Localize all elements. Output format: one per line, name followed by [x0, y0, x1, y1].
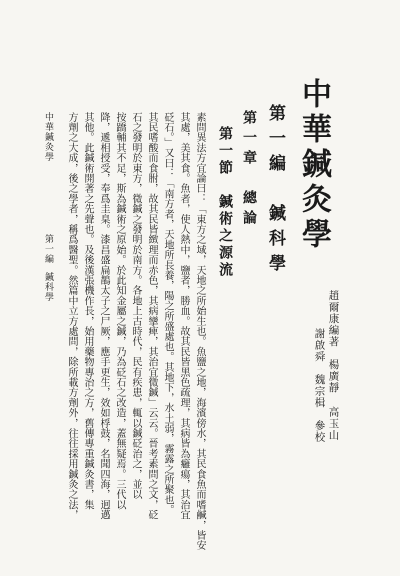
footer-book-title: 中華鍼灸學	[43, 112, 53, 162]
body-column: 素問異法方宜論曰：「東方之域，天地之所始生也。魚鹽之地，海濱傍水，其民食魚而嗜鹹，皆安	[194, 112, 205, 551]
footer-subject: 鍼科學	[43, 272, 53, 302]
section-heading: 第一節 鍼術之源流	[217, 126, 233, 279]
body-column: 方劑之大成，後之學者，稱爲醫聖。然篇中立方處問，除所載方劑外，往往採用鍼灸之法，	[66, 112, 77, 520]
book-title: 中華鍼灸學	[296, 78, 331, 253]
body-column: 按蹻輔其不足，斯為鍼術之原始。於此知金屬之鍼，乃為砭石之改造，蓋無疑焉。三代以	[114, 112, 125, 510]
author-credits-line-1: 趙爾康編著 楊廣靜 高玉山	[327, 290, 340, 441]
body-column: 砭石。」又曰：「南方者，天地所長養，陽之所盛處也。其地下，水土弱，霧露之所聚也。	[162, 112, 173, 515]
part-heading: 第一編 鍼科學	[265, 104, 285, 279]
footer-part: 第一編	[43, 234, 53, 264]
body-column: 其民嗜酸而食胕，故其民皆緻理而赤色，其病攣痺，其治宜微鍼」云云。晉考素問之文，砭	[146, 112, 157, 520]
chapter-heading: 第一章 總論	[241, 110, 257, 230]
author-credits-line-2: 謝啟舜 魏宗楫 參校	[313, 328, 326, 443]
body-column: 石之發明於東方，微鍼之發明於南方。各地上古時代，民有疾患，輒以鍼砭治之，並以	[130, 112, 141, 500]
body-column: 降，遞相授受，奉爲圭臬。漆昌盛扁鵲太子之尸厥，應手更生，效如桴鼓，名聞四海，迥邁	[98, 112, 109, 520]
body-column: 其處，美其食。魚者，使人熱中，鹽者，勝血。故其民皆黑色疏理，其病皆為癰瘍，其治宜	[178, 112, 189, 520]
body-column: 其他。此鍼術開著之先聲也。及後漢張機作長，始用藥物專治之方，舊傳專重鍼灸書，集	[82, 112, 93, 510]
